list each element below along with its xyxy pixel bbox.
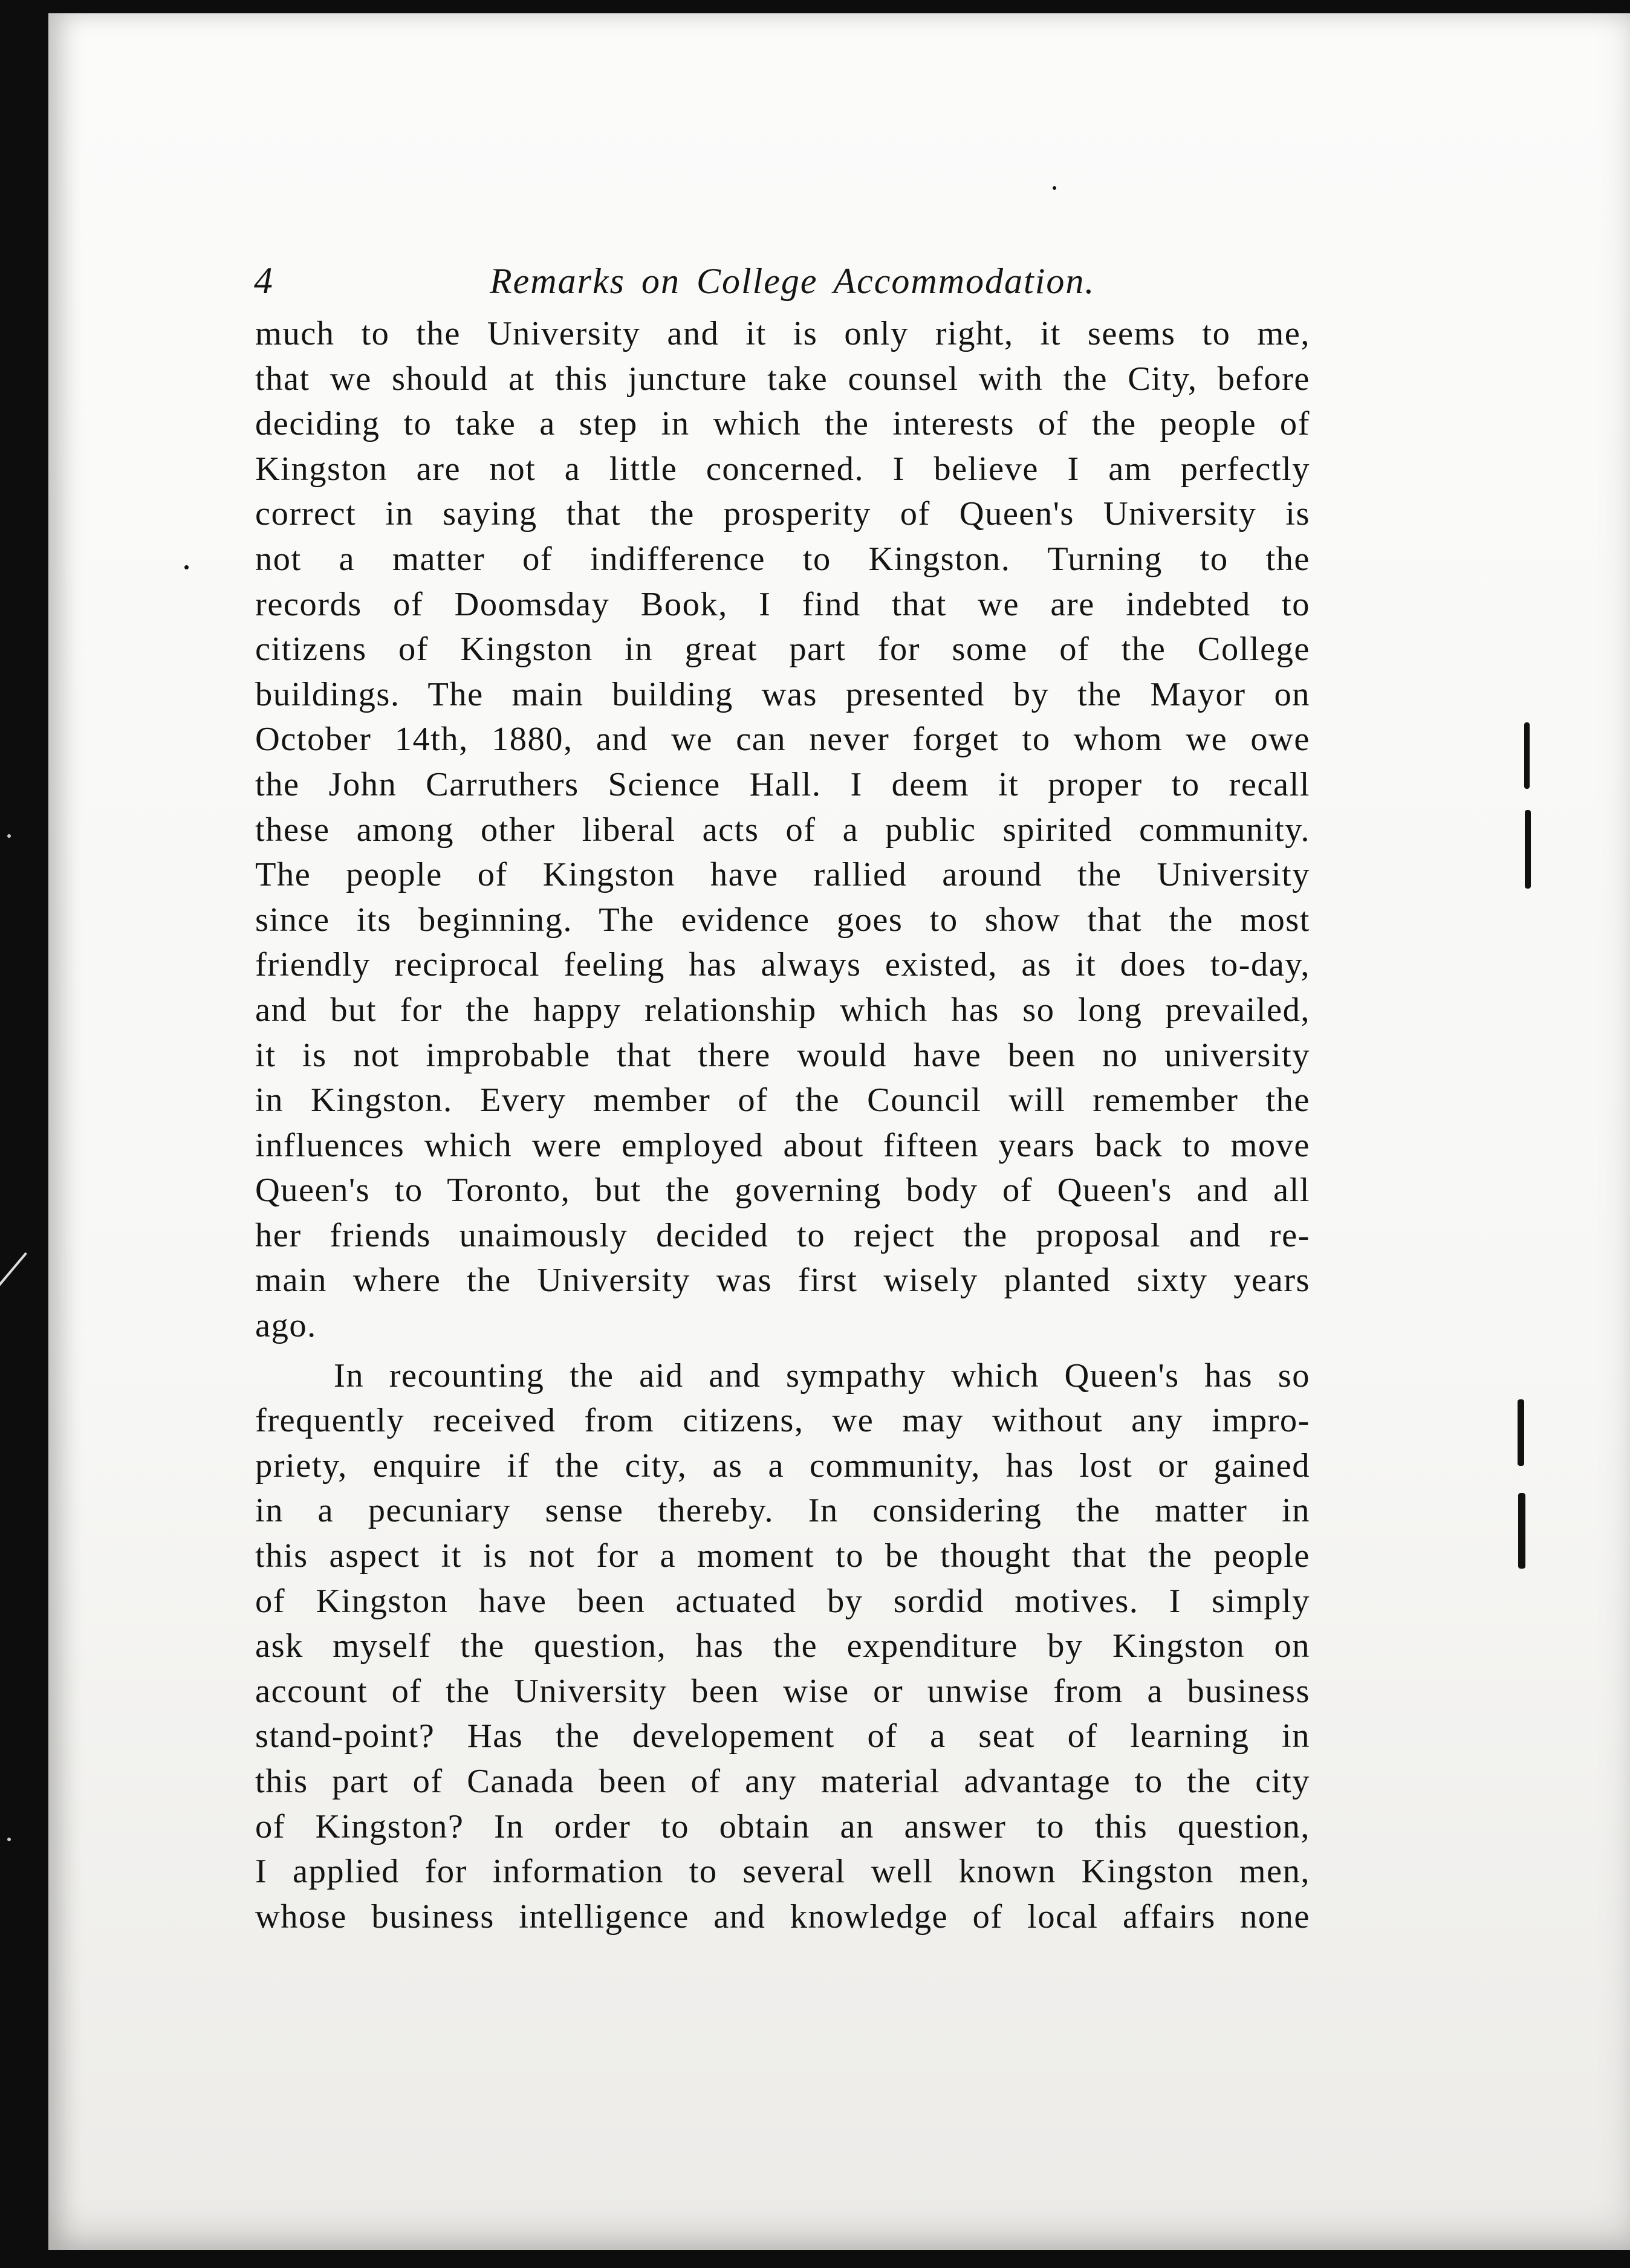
scan-artifact-mark: [1518, 1493, 1525, 1569]
scan-artifact-mark: [1518, 1399, 1524, 1466]
text-line: records of Doomsday Book, I find that we are indebted to: [255, 585, 1310, 623]
text-line: since its beginning. The evidence goes to show that the most: [255, 901, 1310, 939]
scan-artifact-stroke: [0, 1252, 27, 1305]
text-line: her friends unaimously decided to reject the proposal and re-: [255, 1216, 1310, 1254]
scan-artifact-mark: [1524, 722, 1530, 789]
text-line: correct in saying that the prosperity of Queen's University is: [255, 495, 1310, 533]
text-line: that we should at this juncture take counsel with the City, before: [255, 360, 1310, 398]
text-line: The people of Kingston have rallied around the University: [255, 856, 1310, 894]
scan-artifact-mark: [1525, 810, 1531, 889]
scan-artifact-dot: [184, 565, 189, 569]
text-line: deciding to take a step in which the interests of the people of: [255, 405, 1310, 443]
text-line: I applied for information to several well known Kingston men,: [255, 1853, 1310, 1891]
paragraph-2: [255, 1353, 1310, 1940]
text-line: influences which were employed about fifteen years back to move: [255, 1126, 1310, 1164]
page-header: [254, 257, 1306, 305]
text-line: friendly reciprocal feeling has always existed, as it does to-day,: [255, 946, 1310, 984]
text-line: citizens of Kingston in great part for some of the College: [255, 630, 1310, 669]
text-line: priety, enquire if the city, as a community, has lost or gained: [255, 1447, 1310, 1485]
text-line: ago.: [255, 1307, 317, 1345]
scan-artifact-dot: [1053, 186, 1056, 190]
text-line: in Kingston. Every member of the Council will remember the: [255, 1081, 1310, 1119]
text-line: these among other liberal acts of a public spirited community.: [255, 811, 1310, 849]
text-line: this aspect it is not for a moment to be thought that the people: [255, 1537, 1310, 1575]
body-text: [255, 311, 1310, 1939]
text-line: of Kingston? In order to obtain an answer to this question,: [255, 1807, 1310, 1845]
page-number: 4: [254, 261, 273, 302]
running-head: Remarks on College Accommodation.: [490, 261, 1096, 301]
text-line: the John Carruthers Science Hall. I deem it proper to recall: [255, 765, 1310, 803]
text-line: it is not improbable that there would have been no university: [255, 1036, 1310, 1074]
scan-artifact-dot: [7, 1838, 11, 1841]
text-line: much to the University and it is only right, it seems to me,: [255, 315, 1310, 352]
text-line: and but for the happy relationship which has so long prevailed,: [255, 991, 1310, 1029]
text-line: buildings. The main building was presented by the Mayor on: [255, 675, 1310, 713]
text-line: this part of Canada been of any material advantage to the city: [255, 1763, 1310, 1800]
text-line: stand-point? Has the developement of a seat of learning in: [255, 1717, 1310, 1755]
text-line: Queen's to Toronto, but the governing body of Queen's and all: [255, 1171, 1310, 1210]
text-line: in a pecuniary sense thereby. In considering the matter in: [255, 1492, 1310, 1530]
paragraph-1: [255, 311, 1310, 1349]
text-line: whose business intelligence and knowledge of local affairs none: [255, 1897, 1310, 1936]
text-line: frequently received from citizens, we may without any impro-: [255, 1402, 1310, 1440]
text-line: account of the University been wise or unwise from a business: [255, 1672, 1310, 1710]
text-line: of Kingston have been actuated by sordid motives. I simply: [255, 1582, 1310, 1620]
scan-artifact-dot: [7, 834, 11, 838]
text-line: not a matter of indifference to Kingston. Turning to the: [255, 540, 1310, 578]
text-line: In recounting the aid and sympathy which Queen's has so: [334, 1356, 1310, 1395]
text-line: Kingston are not a little concerned. I believe I am perfectly: [255, 450, 1310, 488]
text-line: October 14th, 1880, and we can never forget to whom we owe: [255, 721, 1310, 759]
text-line: main where the University was first wisely planted sixty years: [255, 1262, 1310, 1300]
text-line: ask myself the question, has the expenditure by Kingston on: [255, 1627, 1310, 1665]
